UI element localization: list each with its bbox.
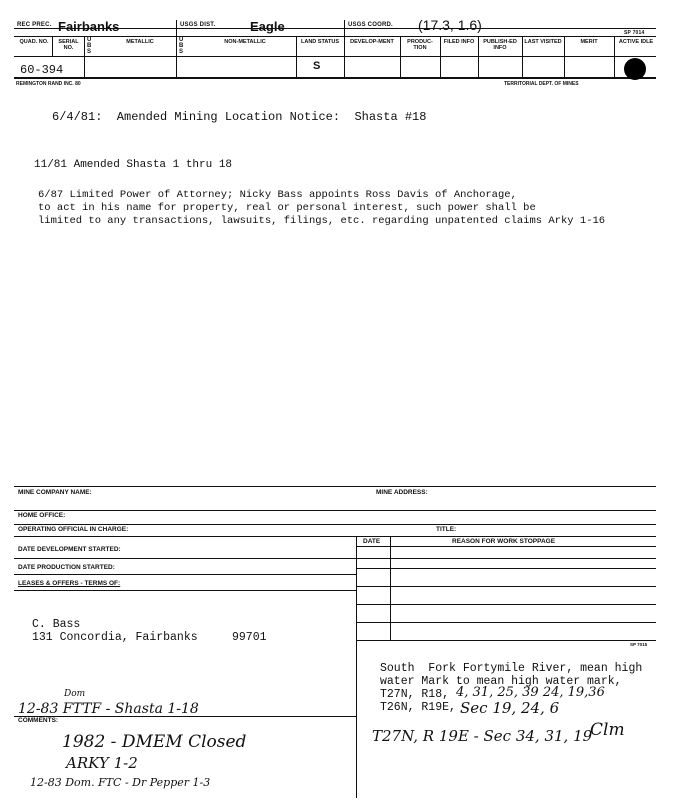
location-line4-handwritten: Sec 19, 24, 6 <box>460 699 560 717</box>
usgs-coord-label: USGS COORD. <box>348 22 393 28</box>
col-filed-info: FILED INFO <box>443 39 475 45</box>
leases-label: LEASES & OFFERS - TERMS OF: <box>18 580 121 587</box>
reason-column-label: REASON FOR WORK STOPPAGE <box>452 538 556 545</box>
col-non-metallic: NON-METALLIC <box>224 39 266 45</box>
title-label: TITLE: <box>436 526 457 533</box>
location-line5-handwritten: T27N, R 19E - Sec 34, 31, 19 <box>372 727 593 745</box>
form-id-bottom: SP 7015 <box>630 642 648 647</box>
home-office-label: HOME OFFICE: <box>18 512 66 519</box>
operating-official-label: OPERATING OFFICIAL IN CHARGE: <box>18 526 129 533</box>
metallic-u: U <box>87 37 92 43</box>
nonmetallic-u: U <box>179 37 184 43</box>
form-id-top: SP 7014 <box>624 30 645 36</box>
handwritten-comment-2: ARKY 1-2 <box>66 754 138 772</box>
location-initials: Clm <box>590 720 625 740</box>
col-published-info: PUBLISH-ED INFO <box>483 39 517 51</box>
entry-3-line2: to act in his name for property, real or personal interest, such power shall be <box>38 202 536 214</box>
punch-hole <box>624 58 646 80</box>
col-production: PRODUC-TION <box>407 39 433 51</box>
rec-prec-value: Fairbanks <box>58 19 120 34</box>
date-column-label: DATE <box>363 538 381 545</box>
col-merit: MERIT <box>580 39 598 45</box>
date-development-label: DATE DEVELOPMENT STARTED: <box>18 546 121 553</box>
mine-company-label: MINE COMPANY NAME: <box>18 489 92 496</box>
location-line1: South Fork Fortymile River, mean high <box>380 662 643 675</box>
land-status-value: S <box>313 60 321 72</box>
col-active-idle: ACTIVE IDLE <box>618 39 654 45</box>
handwritten-comment-1: 1982 - DMEM Closed <box>62 732 247 752</box>
entry-3-line3: limited to any transactions, lawsuits, filings, etc. regarding unpatented claims Arky 1-16 <box>38 215 606 227</box>
usgs-dist-label: USGS DIST. <box>180 22 216 28</box>
handwritten-comment-3: 12-83 Dom. FTC - Dr Pepper 1-3 <box>30 776 211 789</box>
owner-address: 131 Concordia, Fairbanks <box>32 631 198 644</box>
mine-address-label: MINE ADDRESS: <box>376 489 428 496</box>
col-development: DEVELOP-MENT <box>350 39 394 45</box>
usgs-dist-value: Eagle <box>250 19 285 34</box>
date-production-label: DATE PRODUCTION STARTED: <box>18 564 115 571</box>
location-line2: water Mark to mean high water mark, <box>380 675 622 688</box>
col-land-status: LAND STATUS <box>301 39 339 45</box>
metallic-b: B <box>87 43 92 49</box>
owner-name: C. Bass <box>32 618 81 631</box>
col-quad-no: QUAD. NO. <box>19 39 49 45</box>
location-line3: T27N, R18, <box>380 688 450 701</box>
comments-label: COMMENTS: <box>18 717 59 724</box>
handwritten-ftte-note: Dom <box>64 689 86 699</box>
nonmetallic-s: S <box>179 49 184 55</box>
metallic-s: S <box>87 49 92 55</box>
location-line4: T26N, R19E, <box>380 701 456 714</box>
nonmetallic-b: B <box>179 43 184 49</box>
entry-2: 11/81 Amended Shasta 1 thru 18 <box>34 159 233 171</box>
col-last-visited: LAST VISITED <box>524 39 562 45</box>
owner-zip: 99701 <box>232 631 267 644</box>
quad-value: 60-394 <box>20 63 64 77</box>
handwritten-ftte: 12-83 FTTF - Shasta 1-18 <box>18 701 199 717</box>
col-serial-no: SERIAL NO. <box>58 39 79 51</box>
printer-credit: REMINGTON RAND INC. 80 <box>16 81 81 87</box>
entry-3-line1: 6/87 Limited Power of Attorney; Nicky Bass appoints Ross Davis of Anchorage, <box>38 189 517 201</box>
entry-1: 6/4/81: Amended Mining Location Notice: Shasta #18 <box>52 110 427 124</box>
usgs-coord-value: (17.3, 1.6) <box>418 17 482 33</box>
col-metallic: METALLIC <box>126 39 154 45</box>
rec-prec-label: REC PREC. <box>17 22 52 28</box>
territorial-label: TERRITORIAL DEPT. OF MINES <box>504 81 579 87</box>
location-line3-handwritten: 4, 31, 25, 39 24, 19,36 <box>456 685 605 700</box>
